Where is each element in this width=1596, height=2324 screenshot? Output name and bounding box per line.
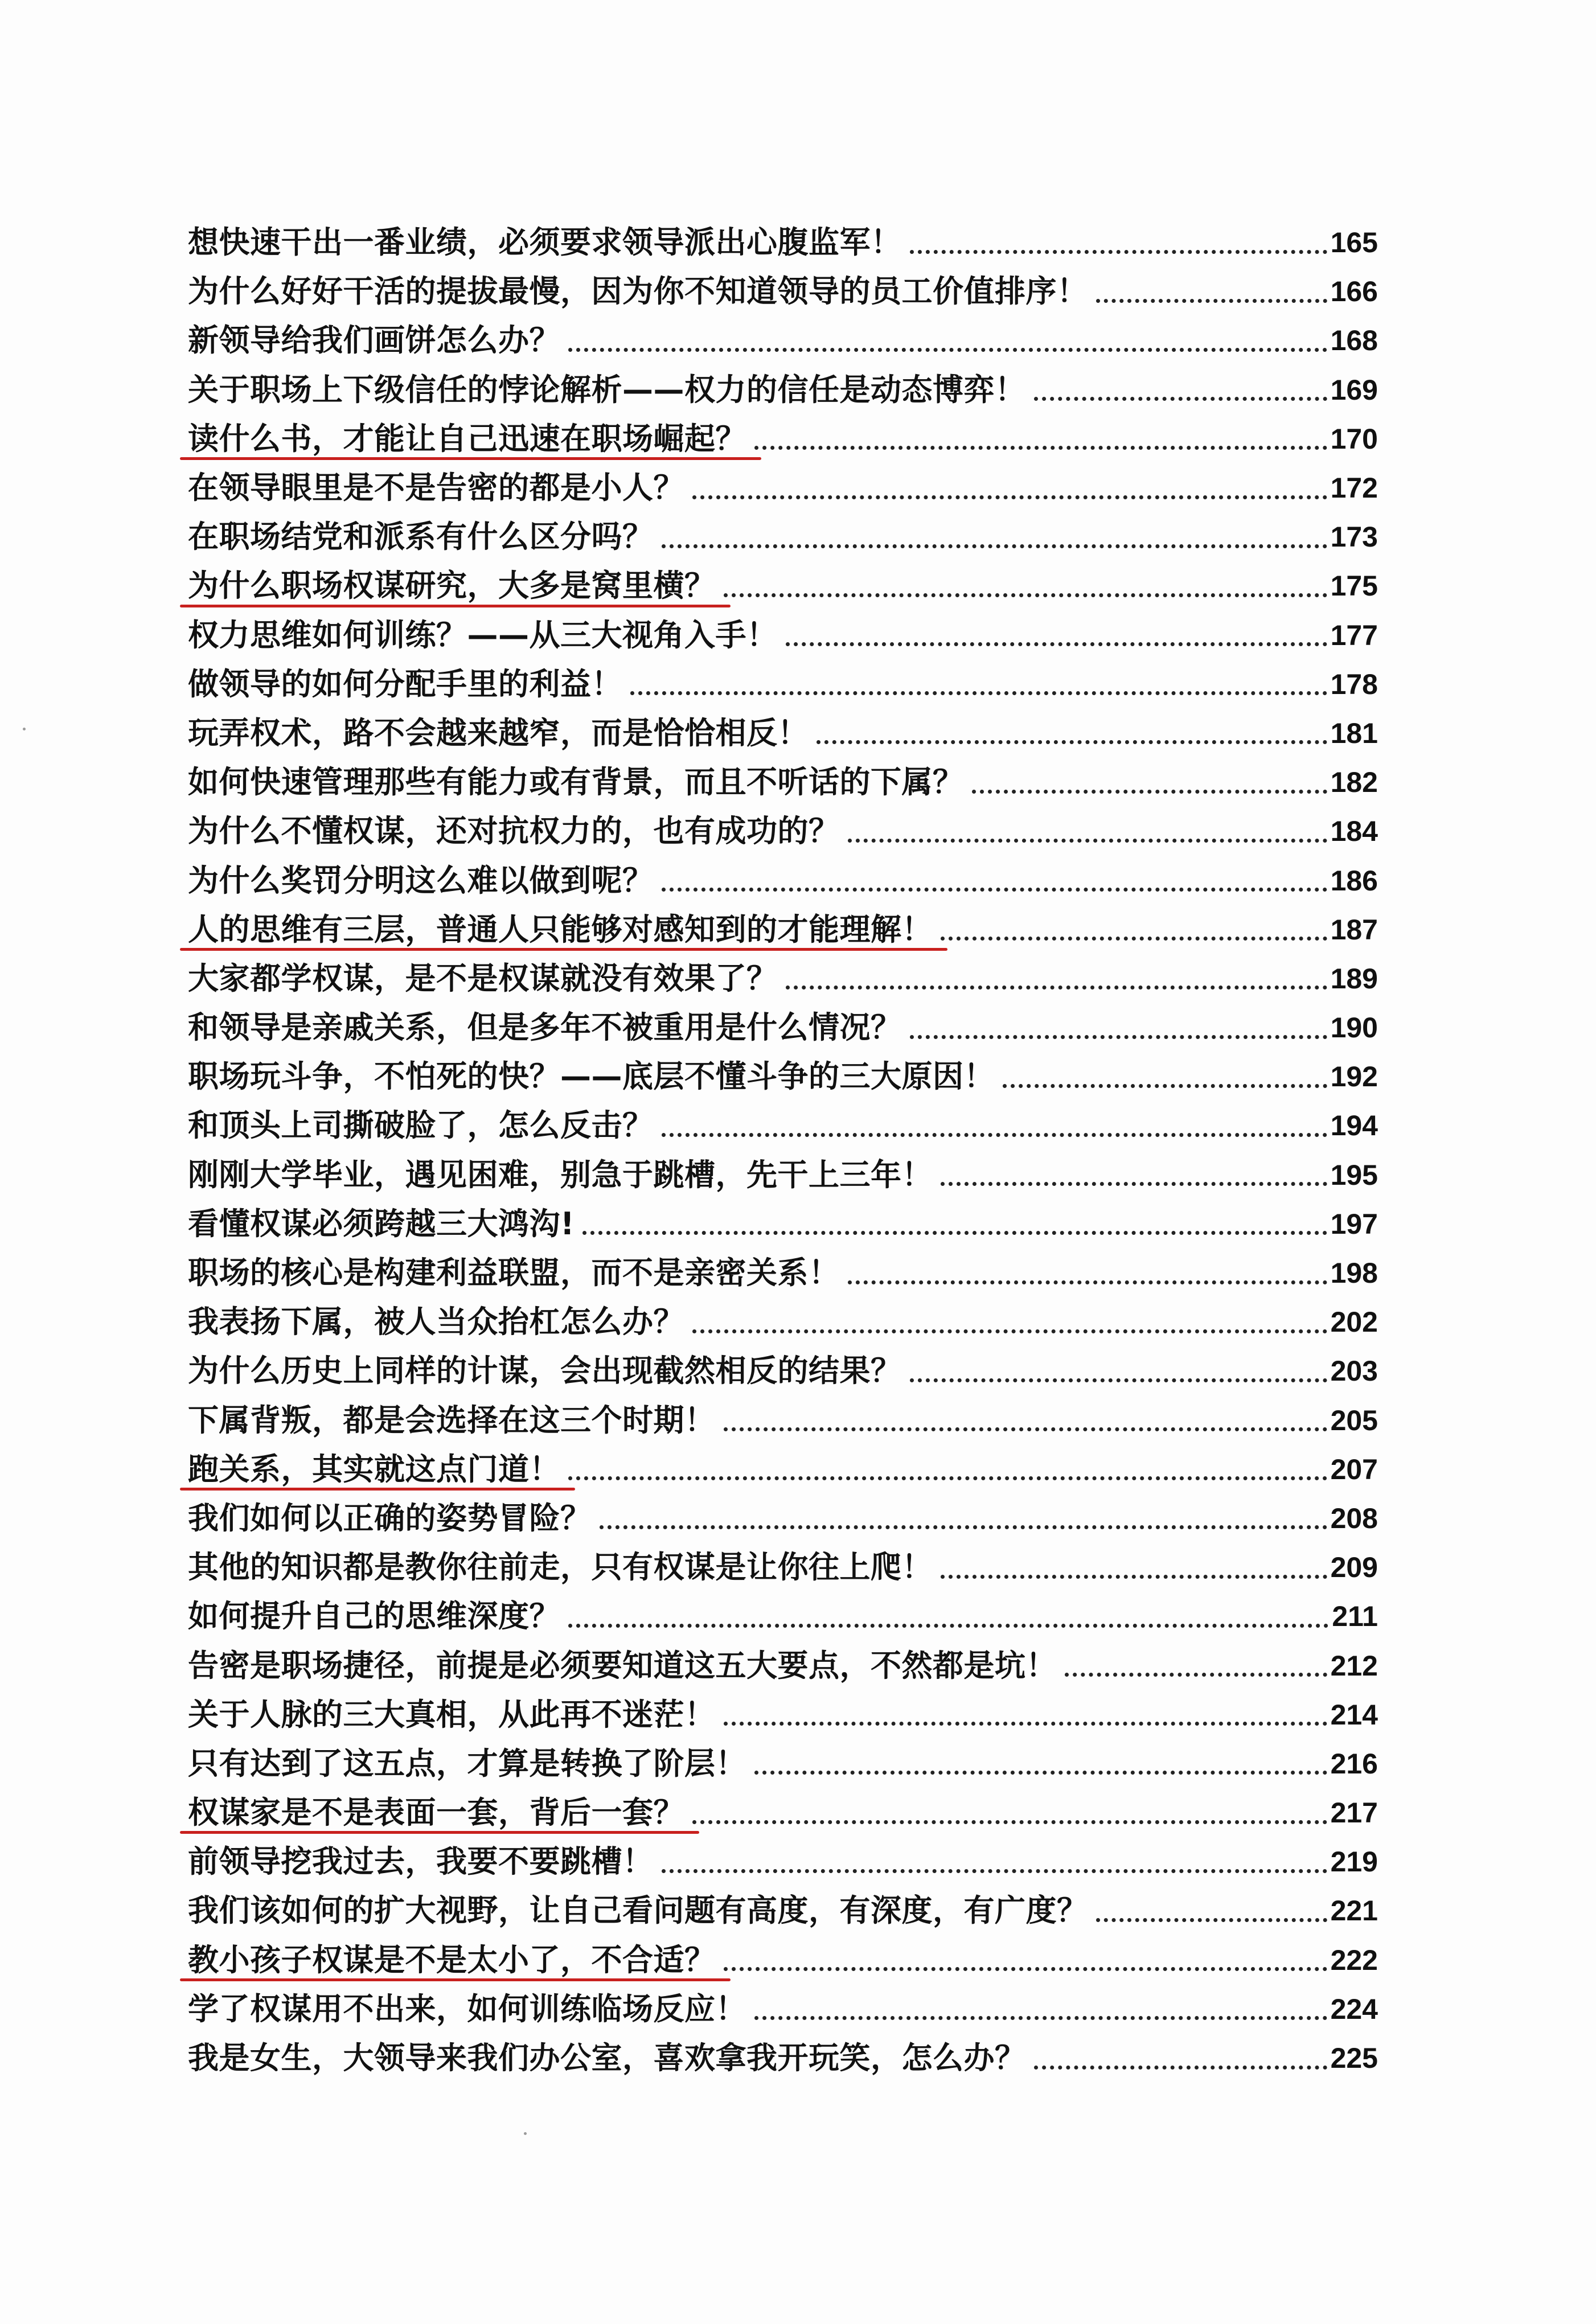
dot-leader xyxy=(1003,1084,1327,1088)
toc-entry-page-number: 182 xyxy=(1330,766,1378,799)
toc-entry-title: 为什么好好干活的提拔最慢，因为你不知道领导的员工价值排序！ xyxy=(188,273,1088,310)
dot-leader xyxy=(662,1869,1327,1873)
dot-leader xyxy=(1034,397,1327,401)
toc-entry[interactable] xyxy=(188,1396,1378,1445)
toc-entry-page-number: 184 xyxy=(1330,815,1378,848)
toc-entry-title: 教小孩子权谋是不是太小了，不合适？ xyxy=(188,1941,716,1978)
toc-entry-page-number: 166 xyxy=(1330,276,1378,308)
toc-entry-title: 关于人脉的三大真相，从此再不迷茫！ xyxy=(188,1696,716,1732)
toc-entry[interactable] xyxy=(188,1543,1378,1592)
toc-entry-page-number: 173 xyxy=(1330,521,1378,553)
toc-entry-page-number: 175 xyxy=(1330,570,1378,602)
toc-entry-title: 跑关系，其实就这点门道！ xyxy=(188,1451,560,1487)
toc-entry-title: 想快速干出一番业绩，必须要求领导派出心腹监军！ xyxy=(188,224,902,261)
scan-speck xyxy=(524,2132,527,2135)
toc-entry[interactable] xyxy=(188,366,1378,414)
toc-entry-page-number: 198 xyxy=(1330,1257,1378,1290)
toc-entry[interactable] xyxy=(188,1985,1378,2034)
toc-entry[interactable] xyxy=(188,1936,1378,1985)
toc-entry-title: 关于职场上下级信任的悖论解析——权力的信任是动态博弈！ xyxy=(188,371,1026,408)
toc-entry-page-number: 221 xyxy=(1330,1895,1378,1927)
toc-entry-page-number: 208 xyxy=(1330,1502,1378,1534)
red-pen-underline xyxy=(180,605,731,607)
toc-entry-title: 权谋家是不是表面一套，背后一套？ xyxy=(188,1795,684,1831)
toc-entry-title: 只有达到了这五点，才算是转换了阶层！ xyxy=(188,1745,746,1781)
toc-entry-title: 人的思维有三层，普通人只能够对感知到的才能理解！ xyxy=(188,911,933,947)
red-pen-underline xyxy=(180,457,761,460)
scan-speck xyxy=(23,728,26,730)
toc-entry-page-number: 186 xyxy=(1330,864,1378,897)
dot-leader xyxy=(817,740,1327,744)
toc-entry-page-number: 169 xyxy=(1330,373,1378,406)
toc-entry[interactable] xyxy=(188,1641,1378,1690)
toc-entry[interactable] xyxy=(188,1445,1378,1494)
dot-leader xyxy=(662,1133,1327,1137)
toc-entry-page-number: 194 xyxy=(1330,1110,1378,1142)
dot-leader xyxy=(910,250,1327,254)
red-pen-underline xyxy=(180,1831,699,1834)
toc-entry[interactable] xyxy=(188,1298,1378,1346)
toc-entry[interactable] xyxy=(188,414,1378,463)
toc-entry-title: 职场玩斗争，不怕死的快？——底层不懂斗争的三大原因！ xyxy=(188,1058,995,1095)
toc-entry-page-number: 170 xyxy=(1330,422,1378,455)
toc-entry-title: 为什么历史上同样的计谋，会出现截然相反的结果？ xyxy=(188,1353,902,1389)
toc-entry[interactable] xyxy=(188,954,1378,1003)
toc-entry-page-number: 202 xyxy=(1330,1306,1378,1338)
toc-entry[interactable] xyxy=(188,1052,1378,1101)
toc-entry-page-number: 172 xyxy=(1330,472,1378,504)
toc-entry-page-number: 222 xyxy=(1330,1944,1378,1976)
toc-entry[interactable] xyxy=(188,1690,1378,1739)
dot-leader xyxy=(692,1329,1327,1333)
dot-leader xyxy=(692,495,1327,499)
dot-leader xyxy=(972,790,1327,794)
red-pen-underline xyxy=(180,1978,731,1981)
toc-entry[interactable] xyxy=(188,709,1378,758)
toc-entry-page-number: 211 xyxy=(1332,1600,1378,1633)
toc-entry-title: 为什么不懂权谋，还对抗权力的，也有成功的？ xyxy=(188,813,840,849)
toc-entry[interactable] xyxy=(188,660,1378,709)
toc-entry-page-number: 212 xyxy=(1330,1649,1378,1682)
toc-entry-title: 做领导的如何分配手里的利益！ xyxy=(188,666,622,702)
toc-entry-title: 如何快速管理那些有能力或有背景，而且不听话的下属？ xyxy=(188,764,964,800)
toc-entry[interactable] xyxy=(188,463,1378,512)
toc-entry-page-number: 209 xyxy=(1330,1551,1378,1584)
dot-leader xyxy=(582,1231,1327,1235)
dot-leader xyxy=(692,1820,1327,1824)
dot-leader xyxy=(1065,1673,1327,1677)
toc-entry-page-number: 177 xyxy=(1330,619,1378,651)
toc-entry-title: 刚刚大学毕业，遇见困难，别急于跳槽，先干上三年！ xyxy=(188,1156,933,1193)
toc-entry-page-number: 168 xyxy=(1330,325,1378,357)
dot-leader xyxy=(724,593,1327,597)
toc-entry-title: 为什么职场权谋研究，大多是窝里横？ xyxy=(188,568,716,604)
dot-leader xyxy=(662,544,1327,548)
toc-entry-page-number: 217 xyxy=(1330,1797,1378,1829)
dot-leader xyxy=(754,446,1327,450)
toc-entry-title: 如何提升自己的思维深度？ xyxy=(188,1598,560,1635)
toc-entry[interactable] xyxy=(188,1200,1378,1249)
dot-leader xyxy=(910,1378,1327,1382)
toc-entry-page-number: 225 xyxy=(1330,2042,1378,2075)
toc-entry[interactable] xyxy=(188,1788,1378,1837)
toc-entry[interactable] xyxy=(188,856,1378,905)
toc-entry-title: 其他的知识都是教你往前走，只有权谋是让你往上爬！ xyxy=(188,1549,933,1586)
toc-entry[interactable] xyxy=(188,561,1378,610)
toc-entry-title: 下属背叛，都是会选择在这三个时期！ xyxy=(188,1402,716,1438)
dot-leader xyxy=(848,1280,1327,1284)
toc-entry[interactable] xyxy=(188,1101,1378,1150)
dot-leader xyxy=(724,1427,1327,1431)
toc-entry-page-number: 192 xyxy=(1330,1061,1378,1093)
dot-leader xyxy=(941,1182,1327,1186)
red-pen-underline xyxy=(180,1488,575,1491)
dot-leader xyxy=(568,348,1327,352)
dot-leader xyxy=(941,937,1327,941)
dot-leader xyxy=(630,691,1327,695)
toc-entry-page-number: 197 xyxy=(1330,1208,1378,1240)
toc-entry-title: 玩弄权术，路不会越来越窄，而是恰恰相反！ xyxy=(188,715,809,751)
toc-entry-page-number: 224 xyxy=(1330,1993,1378,2025)
toc-entry-title: 职场的核心是构建利益联盟，而不是亲密关系！ xyxy=(188,1255,840,1291)
toc-entry-page-number: 190 xyxy=(1330,1012,1378,1044)
toc-entry-page-number: 207 xyxy=(1330,1453,1378,1485)
table-of-contents xyxy=(188,218,1378,2083)
toc-entry[interactable] xyxy=(188,2034,1378,2083)
toc-entry-page-number: 187 xyxy=(1330,913,1378,946)
toc-entry-title: 在职场结党和派系有什么区分吗？ xyxy=(188,519,654,555)
dot-leader xyxy=(754,1771,1327,1775)
toc-entry[interactable] xyxy=(188,1837,1378,1886)
toc-entry[interactable] xyxy=(188,611,1378,660)
toc-entry-title: 新领导给我们画饼怎么办？ xyxy=(188,322,560,359)
dot-leader xyxy=(724,1967,1327,1971)
dot-leader xyxy=(848,839,1327,843)
toc-entry-title: 我是女生，大领导来我们办公室，喜欢拿我开玩笑，怎么办？ xyxy=(188,2040,1026,2076)
toc-entry[interactable] xyxy=(188,512,1378,561)
toc-entry-page-number: 189 xyxy=(1330,962,1378,995)
toc-entry[interactable] xyxy=(188,1003,1378,1052)
dot-leader xyxy=(724,1722,1327,1726)
toc-entry-page-number: 203 xyxy=(1330,1355,1378,1387)
dot-leader xyxy=(754,2016,1327,2020)
dot-leader xyxy=(1096,1918,1327,1922)
dot-leader xyxy=(786,986,1327,989)
toc-entry-page-number: 214 xyxy=(1330,1698,1378,1731)
toc-entry-page-number: 219 xyxy=(1330,1846,1378,1878)
toc-entry-title: 为什么奖罚分明这么难以做到呢？ xyxy=(188,862,654,898)
toc-entry[interactable] xyxy=(188,758,1378,807)
toc-entry[interactable] xyxy=(188,316,1378,365)
toc-entry-title: 读什么书，才能让自己迅速在职场崛起？ xyxy=(188,420,746,457)
dot-leader xyxy=(568,1624,1328,1628)
toc-entry-page-number: 195 xyxy=(1330,1159,1378,1191)
dot-leader xyxy=(910,1035,1327,1039)
toc-entry[interactable] xyxy=(188,267,1378,316)
dot-leader xyxy=(941,1575,1327,1579)
toc-entry-title: 和顶头上司撕破脸了，怎么反击？ xyxy=(188,1107,654,1144)
toc-entry-title: 在领导眼里是不是告密的都是小人？ xyxy=(188,470,684,506)
toc-entry-title: 看懂权谋必须跨越三大鸿沟! xyxy=(188,1205,575,1242)
toc-entry[interactable] xyxy=(188,1494,1378,1543)
red-pen-underline xyxy=(180,948,947,951)
toc-entry-page-number: 205 xyxy=(1330,1404,1378,1436)
toc-entry-title: 大家都学权谋，是不是权谋就没有效果了？ xyxy=(188,960,778,996)
toc-entry[interactable] xyxy=(188,1249,1378,1298)
toc-entry[interactable] xyxy=(188,1739,1378,1788)
toc-entry[interactable] xyxy=(188,807,1378,856)
toc-entry-title: 和领导是亲戚关系，但是多年不被重用是什么情况？ xyxy=(188,1009,902,1046)
dot-leader xyxy=(662,888,1327,892)
dot-leader xyxy=(1096,299,1327,303)
dot-leader xyxy=(786,642,1327,646)
toc-entry-page-number: 216 xyxy=(1330,1747,1378,1780)
dot-leader xyxy=(600,1525,1327,1529)
toc-entry-title: 告密是职场捷径，前提是必须要知道这五大要点，不然都是坑！ xyxy=(188,1647,1057,1684)
dot-leader xyxy=(568,1476,1327,1480)
toc-entry[interactable] xyxy=(188,905,1378,954)
toc-entry[interactable] xyxy=(188,1151,1378,1200)
toc-entry-title: 我们该如何的扩大视野，让自己看问题有高度，有深度，有广度？ xyxy=(188,1892,1088,1929)
dot-leader xyxy=(1034,2066,1327,2070)
toc-entry-title: 权力思维如何训练？——从三大视角入手！ xyxy=(188,617,778,653)
toc-entry-title: 我表扬下属，被人当众抬杠怎么办？ xyxy=(188,1304,684,1340)
toc-entry-page-number: 165 xyxy=(1330,227,1378,259)
toc-entry[interactable] xyxy=(188,1346,1378,1395)
toc-entry[interactable] xyxy=(188,1886,1378,1935)
toc-entry-title: 我们如何以正确的姿势冒险？ xyxy=(188,1500,592,1536)
toc-entry-page-number: 178 xyxy=(1330,668,1378,700)
toc-entry[interactable] xyxy=(188,1592,1378,1641)
toc-entry-title: 前领导挖我过去，我要不要跳槽！ xyxy=(188,1843,654,1880)
toc-entry-page-number: 181 xyxy=(1330,717,1378,749)
toc-entry-title: 学了权谋用不出来，如何训练临场反应！ xyxy=(188,1990,746,2027)
toc-entry[interactable] xyxy=(188,218,1378,267)
